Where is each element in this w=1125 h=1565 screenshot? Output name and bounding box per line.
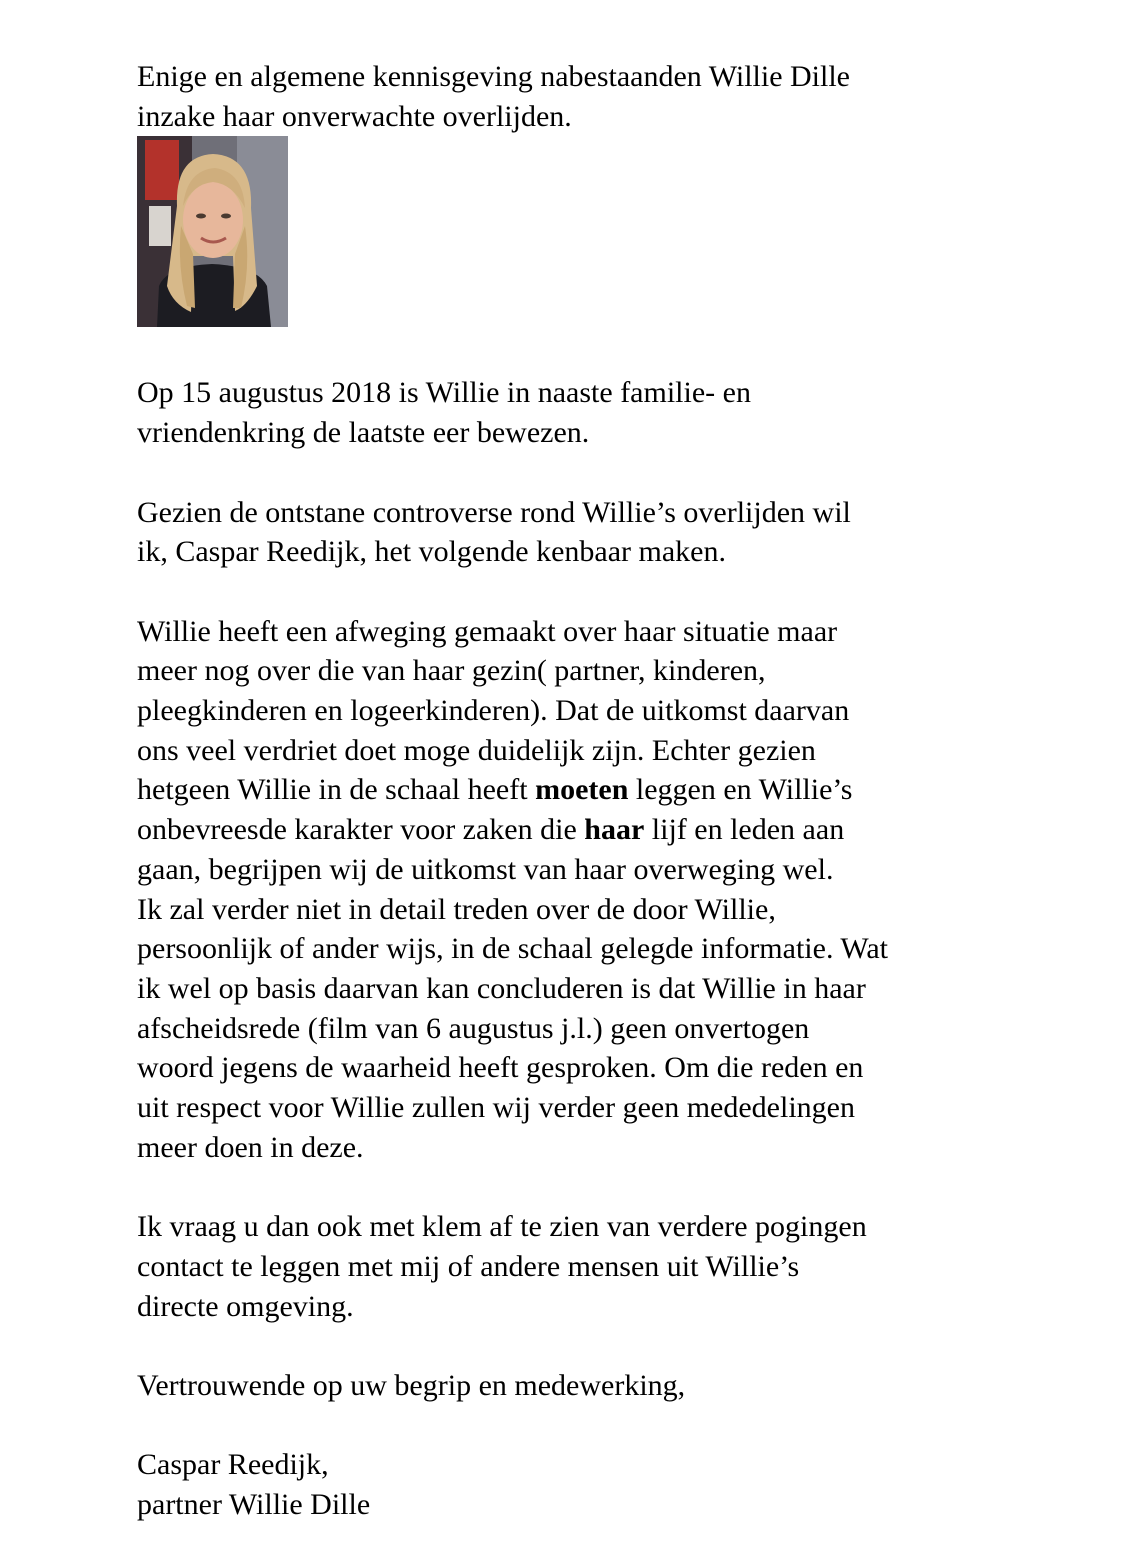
text-segment: lijf en leden aan [644,813,845,847]
paragraph-line: Op 15 augustus 2018 is Willie in naaste familie- en [137,376,751,410]
signature [137,1445,1037,1524]
paragraph-line: ik wel op basis daarvan kan concluderen is dat Willie in haar [137,971,866,1005]
paragraph-line: gaan, begrijpen wij de uitkomst van haar overweging wel. [137,852,834,886]
paragraph-line: uit respect voor Willie zullen wij verder geen mededelingen [137,1091,855,1125]
paragraph-line: Gezien de ontstane controverse rond Willie’s overlijden wil [137,495,851,529]
paragraph-line: vriendenkring de laatste eer bewezen. [137,416,590,450]
paragraph-line: afscheidsrede (film van 6 augustus j.l.) geen onvertogen [137,1011,810,1045]
paragraph-line [137,770,1037,810]
paragraph-line: meer nog over die van haar gezin( partner, kinderen, [137,654,766,688]
signature-name: Caspar Reedijk, [137,1448,329,1482]
portrait-photo [137,136,288,327]
closing-line: Vertrouwende op uw begrip en medewerking, [137,1368,686,1402]
paragraph-line: directe omgeving. [137,1289,354,1323]
paragraph-line: contact te leggen met mij of andere mensen uit Willie’s [137,1249,800,1283]
bold-word: moeten [535,773,629,807]
heading-line-2: inzake haar onverwachte overlijden. [137,99,572,133]
paragraph-line: woord jegens de waarheid heeft gesproken. Om die reden en [137,1051,864,1085]
heading-line-1: Enige en algemene kennisgeving nabestaanden Willie Dille [137,60,850,93]
signature-role: partner Willie Dille [137,1488,371,1522]
document [137,57,1037,1525]
portrait-photo-icon [137,136,288,327]
text-segment: leggen en Willie’s [628,773,853,807]
paragraph-line: meer doen in deze. [137,1130,364,1164]
paragraph-funeral [137,373,1037,452]
text-segment: hetgeen Willie in de schaal heeft [137,773,536,807]
paragraph-line: Ik vraag u dan ook met klem af te zien van verdere pogingen [137,1210,867,1244]
paragraph-controversy [137,493,1037,572]
paragraph-line [137,810,1037,850]
paragraph-line: ons veel verdriet doet moge duidelijk zijn. Echter gezien [137,733,816,767]
closing [137,1366,1037,1406]
paragraph-line: Willie heeft een afweging gemaakt over haar situatie maar [137,614,838,648]
paragraph-line: persoonlijk of ander wijs, in de schaal gelegde informatie. Wat [137,932,888,966]
paragraph-statement [137,612,1037,1168]
paragraph-request [137,1207,1037,1326]
text-segment: onbevreesde karakter voor zaken die [137,813,585,847]
paragraph-line: Ik zal verder niet in detail treden over de door Willie, [137,892,776,926]
paragraph-line: ik, Caspar Reedijk, het volgende kenbaar maken. [137,535,726,569]
heading [137,57,1037,136]
paragraph-line: pleegkinderen en logeerkinderen). Dat de uitkomst daarvan [137,694,850,727]
bold-word: haar [584,813,645,847]
